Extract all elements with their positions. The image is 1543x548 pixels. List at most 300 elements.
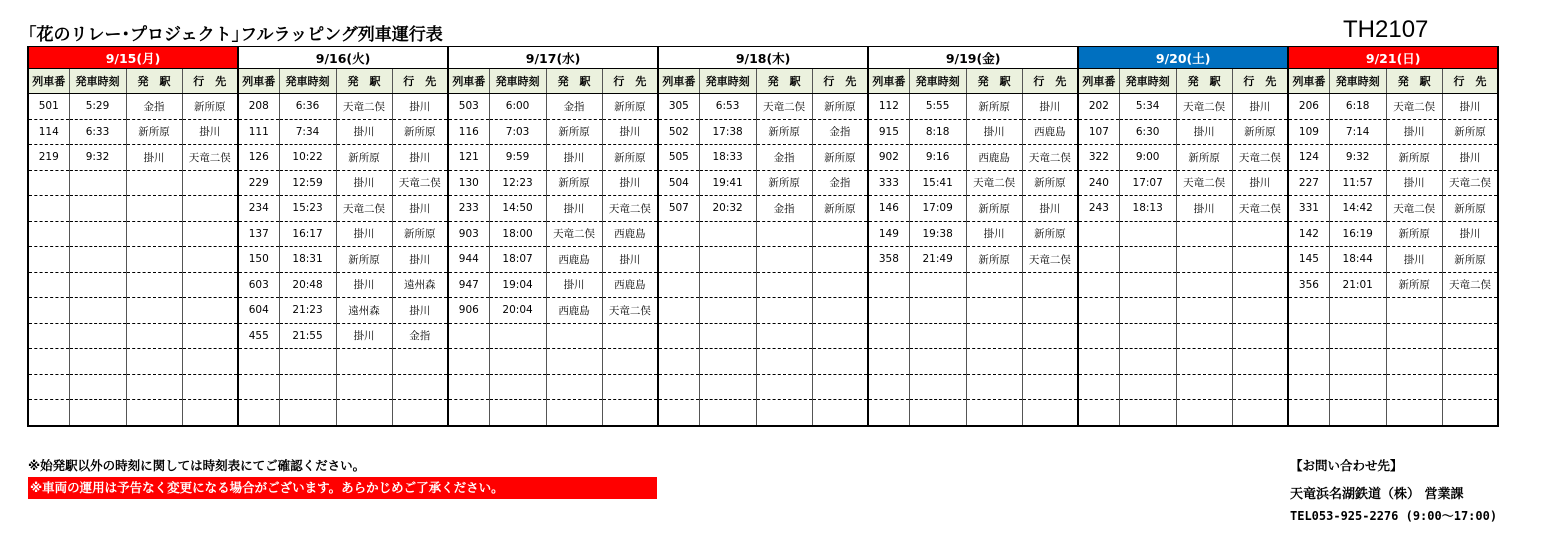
train-number-cell [1288,374,1329,400]
train-number-cell: 150 [238,247,279,273]
departure-station-cell: 掛川 [1386,119,1442,145]
destination-cell [1442,323,1498,349]
destination-cell: 掛川 [392,94,448,120]
destination-cell: 掛川 [1442,145,1498,171]
destination-cell: 掛川 [1442,94,1498,120]
destination-cell: 天竜二俣 [1442,272,1498,298]
column-header: 発 駅 [1176,69,1232,94]
page-title: ｢花のリレー･プロジェクト｣フルラッピング列車運行表 [28,25,443,45]
train-number-cell: 331 [1288,196,1329,222]
departure-station-cell: 天竜二俣 [1176,94,1232,120]
train-number-cell: 233 [448,196,489,222]
train-number-cell: 333 [868,170,909,196]
departure-station-cell: 遠州森 [336,298,392,324]
departure-station-cell: 新所原 [1386,145,1442,171]
day-header: 9/20(土) [1078,47,1288,69]
train-number-cell: 505 [658,145,699,171]
destination-cell: 新所原 [1022,221,1078,247]
train-number-cell [1078,272,1119,298]
train-number-cell [658,400,699,426]
departure-time-cell: 15:41 [909,170,966,196]
train-number-cell: 604 [238,298,279,324]
departure-time-cell: 6:18 [1329,94,1386,120]
column-header: 行 先 [392,69,448,94]
departure-station-cell: 掛川 [126,145,182,171]
train-number-cell [1288,400,1329,426]
departure-time-cell [279,349,336,375]
column-header: 発車時刻 [489,69,546,94]
departure-time-cell [489,349,546,375]
destination-cell: 掛川 [1022,94,1078,120]
departure-station-cell [1176,298,1232,324]
departure-station-cell [336,374,392,400]
departure-station-cell [966,323,1022,349]
day-header-row [28,47,1498,69]
destination-cell [602,374,658,400]
departure-station-cell: 新所原 [546,170,602,196]
departure-time-cell: 6:36 [279,94,336,120]
departure-station-cell [1386,400,1442,426]
departure-station-cell: 新所原 [1386,272,1442,298]
departure-time-cell [69,170,126,196]
departure-station-cell: 新所原 [756,119,812,145]
train-number-cell: 305 [658,94,699,120]
train-number-cell: 501 [28,94,69,120]
train-number-cell [28,400,69,426]
train-number-cell [28,323,69,349]
destination-cell [182,374,238,400]
train-number-cell: 947 [448,272,489,298]
destination-cell: 掛川 [392,145,448,171]
table-row [28,170,1498,196]
train-number-cell: 504 [658,170,699,196]
destination-cell [392,400,448,426]
day-header: 9/19(金) [868,47,1078,69]
departure-time-cell: 9:32 [1329,145,1386,171]
destination-cell: 新所原 [1442,196,1498,222]
destination-cell: 掛川 [1442,221,1498,247]
destination-cell [812,349,868,375]
train-number-cell [658,374,699,400]
departure-time-cell: 18:44 [1329,247,1386,273]
destination-cell: 天竜二俣 [1022,145,1078,171]
train-number-cell [658,272,699,298]
departure-station-cell: 掛川 [1176,196,1232,222]
departure-time-cell [909,272,966,298]
departure-station-cell: 西鹿島 [546,298,602,324]
train-number-cell [658,298,699,324]
destination-cell: 天竜二俣 [1022,247,1078,273]
train-number-cell [658,349,699,375]
departure-time-cell: 5:34 [1119,94,1176,120]
departure-time-cell [69,272,126,298]
column-header: 発車時刻 [279,69,336,94]
column-header-row [28,69,1498,94]
change-notice-banner: ※車両の運用は予告なく変更になる場合がございます。あらかじめご了承ください。 [28,477,657,499]
destination-cell: 新所原 [1442,247,1498,273]
train-number-cell [1078,298,1119,324]
train-number-cell: 903 [448,221,489,247]
column-header: 列車番 [28,69,69,94]
departure-time-cell: 16:19 [1329,221,1386,247]
departure-time-cell [1119,272,1176,298]
train-number-cell: 130 [448,170,489,196]
train-number-cell [238,374,279,400]
departure-station-cell: 新所原 [126,119,182,145]
train-number-cell: 206 [1288,94,1329,120]
destination-cell: 新所原 [812,94,868,120]
departure-station-cell [1386,374,1442,400]
day-header: 9/18(木) [658,47,868,69]
train-number-cell: 507 [658,196,699,222]
train-number-cell [1288,298,1329,324]
train-number-cell [658,323,699,349]
destination-cell: 西鹿島 [1022,119,1078,145]
departure-time-cell: 7:14 [1329,119,1386,145]
table-row [28,349,1498,375]
destination-cell: 新所原 [1232,119,1288,145]
table-row [28,323,1498,349]
destination-cell [1232,400,1288,426]
destination-cell: 天竜二俣 [602,298,658,324]
day-header: 9/16(火) [238,47,448,69]
train-number-cell: 902 [868,145,909,171]
column-header: 行 先 [1442,69,1498,94]
destination-cell: 新所原 [392,119,448,145]
departure-time-cell [279,374,336,400]
train-number-cell: 322 [1078,145,1119,171]
destination-cell [812,272,868,298]
destination-cell: 掛川 [1022,196,1078,222]
day-header: 9/17(水) [448,47,658,69]
departure-station-cell: 天竜二俣 [1386,196,1442,222]
departure-station-cell: 天竜二俣 [546,221,602,247]
departure-time-cell [69,196,126,222]
destination-cell [182,247,238,273]
departure-station-cell [126,298,182,324]
train-number-cell [238,349,279,375]
destination-cell: 天竜二俣 [1232,145,1288,171]
departure-time-cell: 11:57 [1329,170,1386,196]
destination-cell: 天竜二俣 [1442,170,1498,196]
departure-station-cell [126,272,182,298]
departure-time-cell: 12:23 [489,170,546,196]
column-header: 列車番 [658,69,699,94]
destination-cell [182,272,238,298]
departure-station-cell [126,323,182,349]
departure-station-cell: 金指 [756,145,812,171]
train-number-cell [448,400,489,426]
departure-station-cell [756,272,812,298]
departure-station-cell: 掛川 [336,119,392,145]
departure-time-cell [69,221,126,247]
destination-cell [182,349,238,375]
departure-time-cell [1329,323,1386,349]
destination-cell [392,349,448,375]
departure-time-cell [699,374,756,400]
train-number-cell [1078,400,1119,426]
table-row [28,145,1498,171]
train-number-cell [1078,374,1119,400]
train-number-cell [658,221,699,247]
departure-station-cell [756,374,812,400]
table-row [28,94,1498,120]
train-number-cell: 121 [448,145,489,171]
destination-cell [182,170,238,196]
departure-time-cell: 18:33 [699,145,756,171]
departure-time-cell [69,374,126,400]
destination-cell: 天竜二俣 [1232,196,1288,222]
destination-cell: 天竜二俣 [182,145,238,171]
departure-station-cell: 西鹿島 [546,247,602,273]
train-number-cell [1078,323,1119,349]
departure-time-cell [1119,374,1176,400]
destination-cell [1232,272,1288,298]
destination-cell: 新所原 [602,145,658,171]
train-number-cell [28,349,69,375]
column-header: 発車時刻 [909,69,966,94]
train-number-cell: 146 [868,196,909,222]
day-header: 9/15(月) [28,47,238,69]
departure-time-cell: 7:34 [279,119,336,145]
train-number-cell [1288,323,1329,349]
departure-time-cell: 20:04 [489,298,546,324]
departure-time-cell: 12:59 [279,170,336,196]
destination-cell [182,323,238,349]
departure-time-cell: 6:30 [1119,119,1176,145]
departure-station-cell [1386,349,1442,375]
departure-station-cell [126,374,182,400]
departure-time-cell: 18:13 [1119,196,1176,222]
departure-time-cell [699,221,756,247]
departure-time-cell: 5:29 [69,94,126,120]
destination-cell: 掛川 [1232,170,1288,196]
departure-station-cell: 天竜二俣 [756,94,812,120]
departure-time-cell: 20:32 [699,196,756,222]
departure-time-cell: 21:01 [1329,272,1386,298]
departure-station-cell [1386,298,1442,324]
destination-cell [1022,374,1078,400]
contact-heading: 【お問い合わせ先】 [1290,458,1403,473]
departure-station-cell [1176,221,1232,247]
destination-cell [1022,349,1078,375]
destination-cell: 掛川 [602,247,658,273]
departure-time-cell [1119,298,1176,324]
departure-station-cell [1176,247,1232,273]
departure-time-cell: 17:38 [699,119,756,145]
departure-time-cell [909,323,966,349]
column-header: 発車時刻 [1329,69,1386,94]
table-row [28,119,1498,145]
destination-cell: 掛川 [1232,94,1288,120]
train-number-cell [868,272,909,298]
column-header: 列車番 [238,69,279,94]
departure-time-cell: 21:49 [909,247,966,273]
departure-time-cell: 6:33 [69,119,126,145]
train-number-cell: 603 [238,272,279,298]
destination-cell [1442,298,1498,324]
column-header: 発 駅 [336,69,392,94]
departure-time-cell [1329,349,1386,375]
destination-cell [602,349,658,375]
departure-station-cell [756,323,812,349]
train-number-cell [1078,221,1119,247]
destination-cell: 新所原 [812,145,868,171]
departure-time-cell: 9:00 [1119,145,1176,171]
departure-time-cell: 18:31 [279,247,336,273]
departure-station-cell [1386,323,1442,349]
column-header: 列車番 [868,69,909,94]
departure-time-cell: 16:17 [279,221,336,247]
departure-time-cell: 14:42 [1329,196,1386,222]
departure-station-cell [546,323,602,349]
departure-station-cell: 掛川 [1386,170,1442,196]
train-number-cell [28,247,69,273]
departure-time-cell [699,272,756,298]
departure-station-cell [756,221,812,247]
departure-station-cell: 掛川 [966,119,1022,145]
contact-company: 天竜浜名湖鉄道（株） 営業課 [1290,487,1464,502]
departure-station-cell: 掛川 [336,170,392,196]
departure-time-cell: 19:04 [489,272,546,298]
departure-station-cell: 掛川 [546,272,602,298]
column-header: 発 駅 [756,69,812,94]
departure-time-cell [1329,400,1386,426]
column-header: 発 駅 [126,69,182,94]
departure-station-cell [126,247,182,273]
departure-station-cell [966,272,1022,298]
column-header: 行 先 [182,69,238,94]
train-number-cell: 227 [1288,170,1329,196]
train-number-cell [238,400,279,426]
departure-time-cell: 9:32 [69,145,126,171]
train-number-cell: 234 [238,196,279,222]
train-number-cell: 145 [1288,247,1329,273]
train-number-cell [448,323,489,349]
column-header: 行 先 [1232,69,1288,94]
column-header: 発 駅 [546,69,602,94]
departure-station-cell: 掛川 [966,221,1022,247]
departure-station-cell: 新所原 [336,145,392,171]
departure-time-cell [909,400,966,426]
destination-cell: 新所原 [602,94,658,120]
departure-time-cell [489,374,546,400]
destination-cell [1232,247,1288,273]
departure-time-cell: 19:41 [699,170,756,196]
departure-station-cell [126,221,182,247]
departure-time-cell: 5:55 [909,94,966,120]
destination-cell [1442,400,1498,426]
departure-time-cell [69,247,126,273]
column-header: 列車番 [1288,69,1329,94]
departure-station-cell: 天竜二俣 [1386,94,1442,120]
destination-cell [812,247,868,273]
table-row [28,196,1498,222]
train-number-cell [28,272,69,298]
departure-time-cell: 17:07 [1119,170,1176,196]
destination-cell [1232,374,1288,400]
column-header: 列車番 [448,69,489,94]
train-number-cell [1078,247,1119,273]
departure-station-cell [966,349,1022,375]
train-number-cell [448,374,489,400]
departure-time-cell [699,400,756,426]
table-row [28,247,1498,273]
departure-time-cell [1329,298,1386,324]
train-number-cell: 243 [1078,196,1119,222]
departure-station-cell [756,349,812,375]
destination-cell: 新所原 [1022,170,1078,196]
departure-station-cell [336,400,392,426]
train-number-cell: 107 [1078,119,1119,145]
departure-station-cell: 新所原 [966,196,1022,222]
departure-station-cell: 掛川 [1386,247,1442,273]
departure-station-cell: 新所原 [336,247,392,273]
train-number-cell: 915 [868,119,909,145]
departure-time-cell: 8:18 [909,119,966,145]
destination-cell [1022,400,1078,426]
train-number-cell [28,298,69,324]
train-number-cell: 202 [1078,94,1119,120]
train-number-cell [1288,349,1329,375]
departure-station-cell: 新所原 [546,119,602,145]
departure-time-cell [699,349,756,375]
destination-cell [1022,323,1078,349]
destination-cell [812,374,868,400]
departure-station-cell [1176,400,1232,426]
train-number-cell: 109 [1288,119,1329,145]
train-number-cell [28,170,69,196]
departure-time-cell [1119,221,1176,247]
train-number-cell: 906 [448,298,489,324]
train-number-cell: 208 [238,94,279,120]
train-number-cell: 142 [1288,221,1329,247]
departure-station-cell [966,374,1022,400]
destination-cell: 掛川 [602,170,658,196]
destination-cell: 新所原 [1442,119,1498,145]
timetable [27,46,1499,427]
train-number-cell [1078,349,1119,375]
train-number-cell [868,298,909,324]
departure-station-cell [546,349,602,375]
destination-cell [182,221,238,247]
train-number-cell: 116 [448,119,489,145]
departure-time-cell [909,374,966,400]
train-number-cell: 944 [448,247,489,273]
departure-station-cell [756,298,812,324]
departure-station-cell [126,170,182,196]
departure-time-cell [699,247,756,273]
train-number-cell: 149 [868,221,909,247]
train-number-cell: 240 [1078,170,1119,196]
departure-station-cell: 金指 [126,94,182,120]
departure-station-cell: 天竜二俣 [336,196,392,222]
destination-cell [1232,323,1288,349]
departure-time-cell [69,349,126,375]
column-header: 行 先 [602,69,658,94]
column-header: 発車時刻 [1119,69,1176,94]
departure-station-cell: 天竜二俣 [336,94,392,120]
table-row [28,272,1498,298]
table-row [28,400,1498,426]
departure-time-cell: 10:22 [279,145,336,171]
train-number-cell: 124 [1288,145,1329,171]
column-header: 列車番 [1078,69,1119,94]
train-number-cell [28,221,69,247]
departure-station-cell: 掛川 [336,272,392,298]
departure-station-cell: 掛川 [546,145,602,171]
departure-station-cell: 天竜二俣 [1176,170,1232,196]
